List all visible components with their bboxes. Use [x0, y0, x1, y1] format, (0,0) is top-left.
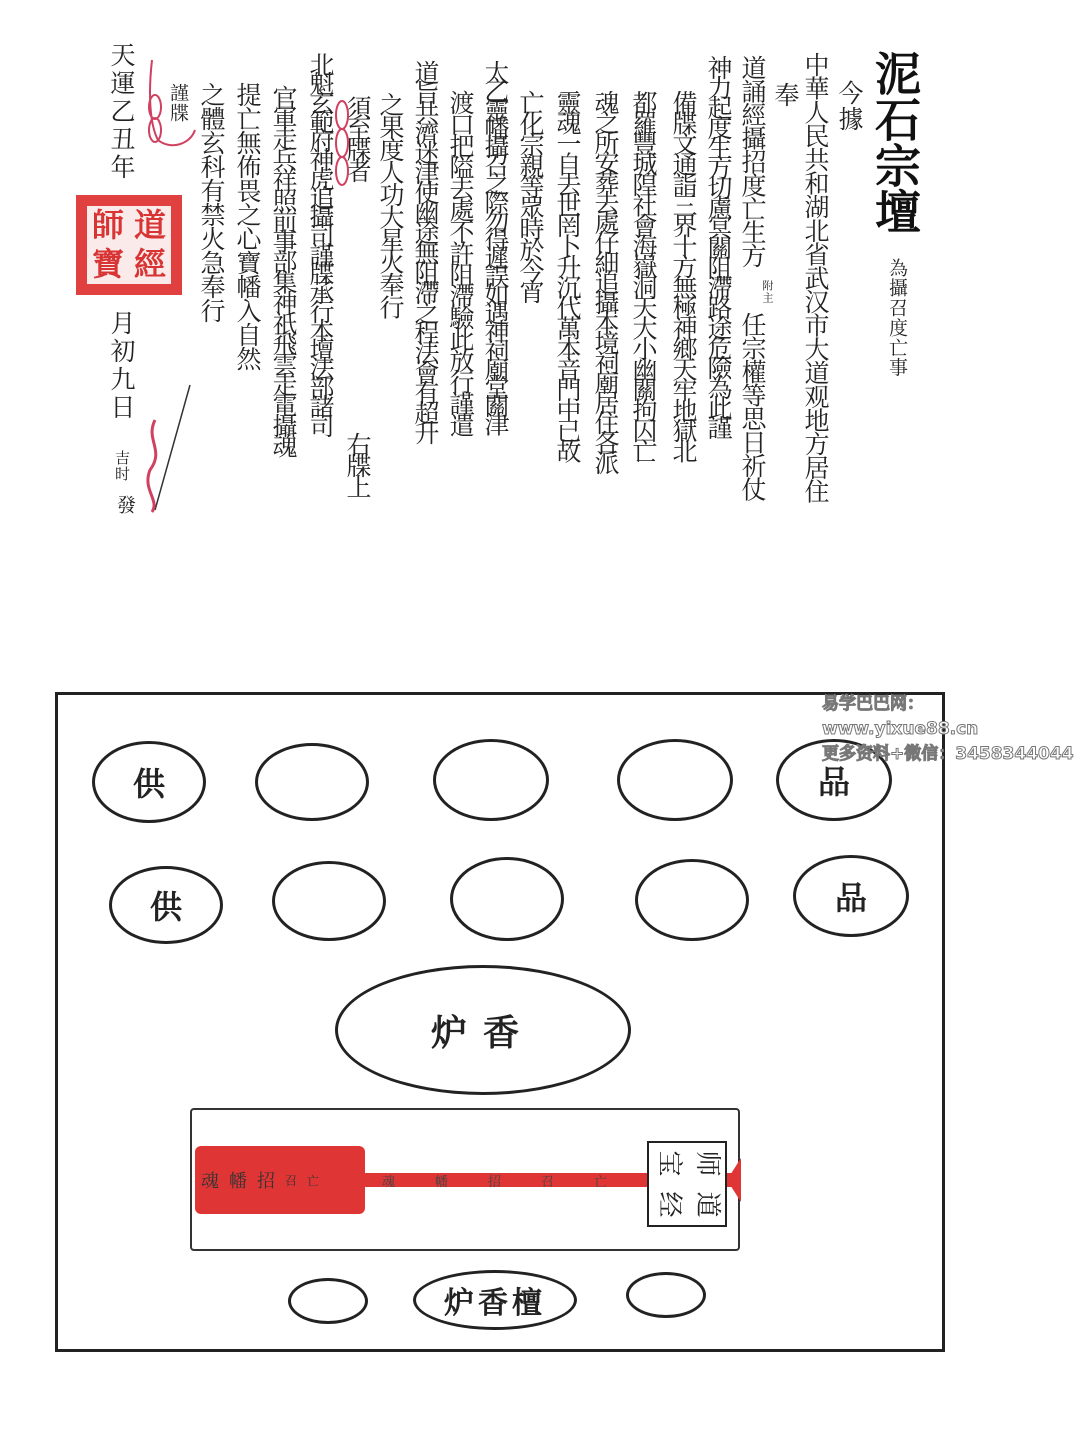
seal-char: 经 — [654, 1191, 684, 1218]
sandalwood-burner: 炉香檀 — [413, 1270, 577, 1330]
date-part: 月初九日 — [107, 310, 136, 422]
text-column: 備牒文通詣三界十方無極神鄉天牢地獄北 — [669, 90, 698, 459]
incense-burner: 炉香 — [335, 965, 631, 1095]
text-column: 任宗權等思日祈仗 — [738, 312, 767, 500]
tag-char: 魂 — [201, 1171, 219, 1192]
offering-plate: 供 — [109, 866, 223, 944]
red-mark-icon — [330, 95, 370, 205]
seal-stamp — [76, 195, 182, 295]
text-column: 魂之所安葬去處仔細追攝本境祠廟居住各派 — [591, 90, 620, 470]
watermark-line: 更多资料+微信：3458344044 — [822, 744, 1074, 764]
seal-char: 师 — [692, 1150, 722, 1177]
altar-layout-diagram — [55, 692, 945, 1352]
candle-plate — [288, 1278, 368, 1324]
red-arrow-icon — [727, 1158, 741, 1202]
text-column: 亡化宗親等眾時於今宵 — [516, 90, 545, 300]
tray-seal — [647, 1141, 727, 1227]
offering-plate — [433, 739, 549, 821]
seal-char: 道 — [692, 1191, 722, 1218]
offering-plate — [272, 861, 386, 941]
date-part: 天運乙丑年 — [107, 42, 136, 182]
seal-char: 宝 — [654, 1150, 684, 1177]
tag-char: 亡 — [307, 1173, 320, 1188]
text-column: 太乙靈幡攝召之際勿得遲誤如遇神祠廟堂關津 — [481, 60, 510, 430]
offering-plate: 品 — [793, 855, 909, 937]
text-column: 道旨共濟迷津使幽途無阻滯之程法會有超升 — [411, 60, 440, 440]
offering-plate — [255, 743, 369, 821]
text-column: 之體玄科有禁火急奉行 — [197, 82, 226, 322]
tag-char: 幡 — [229, 1171, 247, 1192]
offering-plate — [635, 859, 749, 941]
text-column: 道誦經攝招度亡生方 — [738, 55, 767, 267]
text-column: 靈魂一自去世罔卜升沉代萬本音門中已故 — [553, 90, 582, 459]
text-column: 官軍走兵祥照前事部集神祇飛雲走電攝魂 — [269, 85, 298, 454]
text-column: 渡口把隘去處不許阻滯驗此放行謹遣 — [446, 90, 475, 434]
text-column: 奉 — [771, 82, 800, 108]
red-mark-icon — [140, 55, 200, 155]
document-title: 泥石宗壇 — [868, 50, 922, 234]
seal-char: 道 — [133, 206, 166, 244]
tag-char: 招 — [257, 1171, 275, 1192]
text-column: 都羅豐城隍社會海嶽洞天大小幽關拘囚亡 — [629, 90, 658, 459]
text-column: 提亡無佈畏之心寶幡入自然 — [233, 82, 262, 370]
tag-char: 召 — [285, 1173, 298, 1188]
text-column: 之果度人功大星火奉行 — [376, 92, 405, 317]
soul-tag — [195, 1146, 365, 1214]
candle-plate — [626, 1272, 706, 1318]
line-char: 幡 — [434, 1174, 448, 1190]
line-char: 召 — [540, 1174, 554, 1190]
document-subtitle: 為攝召度亡事 — [886, 258, 908, 378]
seal-char: 師 — [91, 206, 124, 244]
text-column: 今據 — [835, 80, 864, 132]
offering-plate: 品 — [776, 739, 892, 821]
offering-plate — [450, 857, 564, 941]
seal-char: 經 — [133, 245, 166, 283]
date-issue: 發 — [114, 495, 136, 515]
offering-plate: 供 — [92, 741, 206, 823]
watermark-line: 易学巴巴网：www.yixue88.cn — [822, 694, 979, 739]
signature-icon — [140, 380, 200, 520]
text-column: 中華人民共和湖北省武汉市大道观地方居住 — [801, 52, 830, 503]
seal-char: 寶 — [91, 245, 124, 283]
text-column: 神力起度生方切慮冥關阻滯路途危險為此謹 — [704, 55, 733, 435]
date-time: 吉时 — [113, 450, 131, 482]
line-char: 魂 — [381, 1174, 395, 1190]
text-column: 北魁玄範府神虎追攝司謹牒承行本壇法部諸司 — [306, 52, 335, 432]
line-char: 招 — [487, 1174, 501, 1190]
offering-plate — [617, 739, 733, 821]
text-column: 須至牒者 — [343, 95, 372, 179]
altar-tray — [190, 1108, 740, 1251]
text-column-small: 謹牒 — [167, 83, 189, 123]
line-char: 亡 — [593, 1174, 607, 1190]
text-column-small: 附主 — [761, 280, 774, 304]
text-column: 右牒上 — [343, 432, 372, 495]
watermark — [822, 692, 1080, 767]
